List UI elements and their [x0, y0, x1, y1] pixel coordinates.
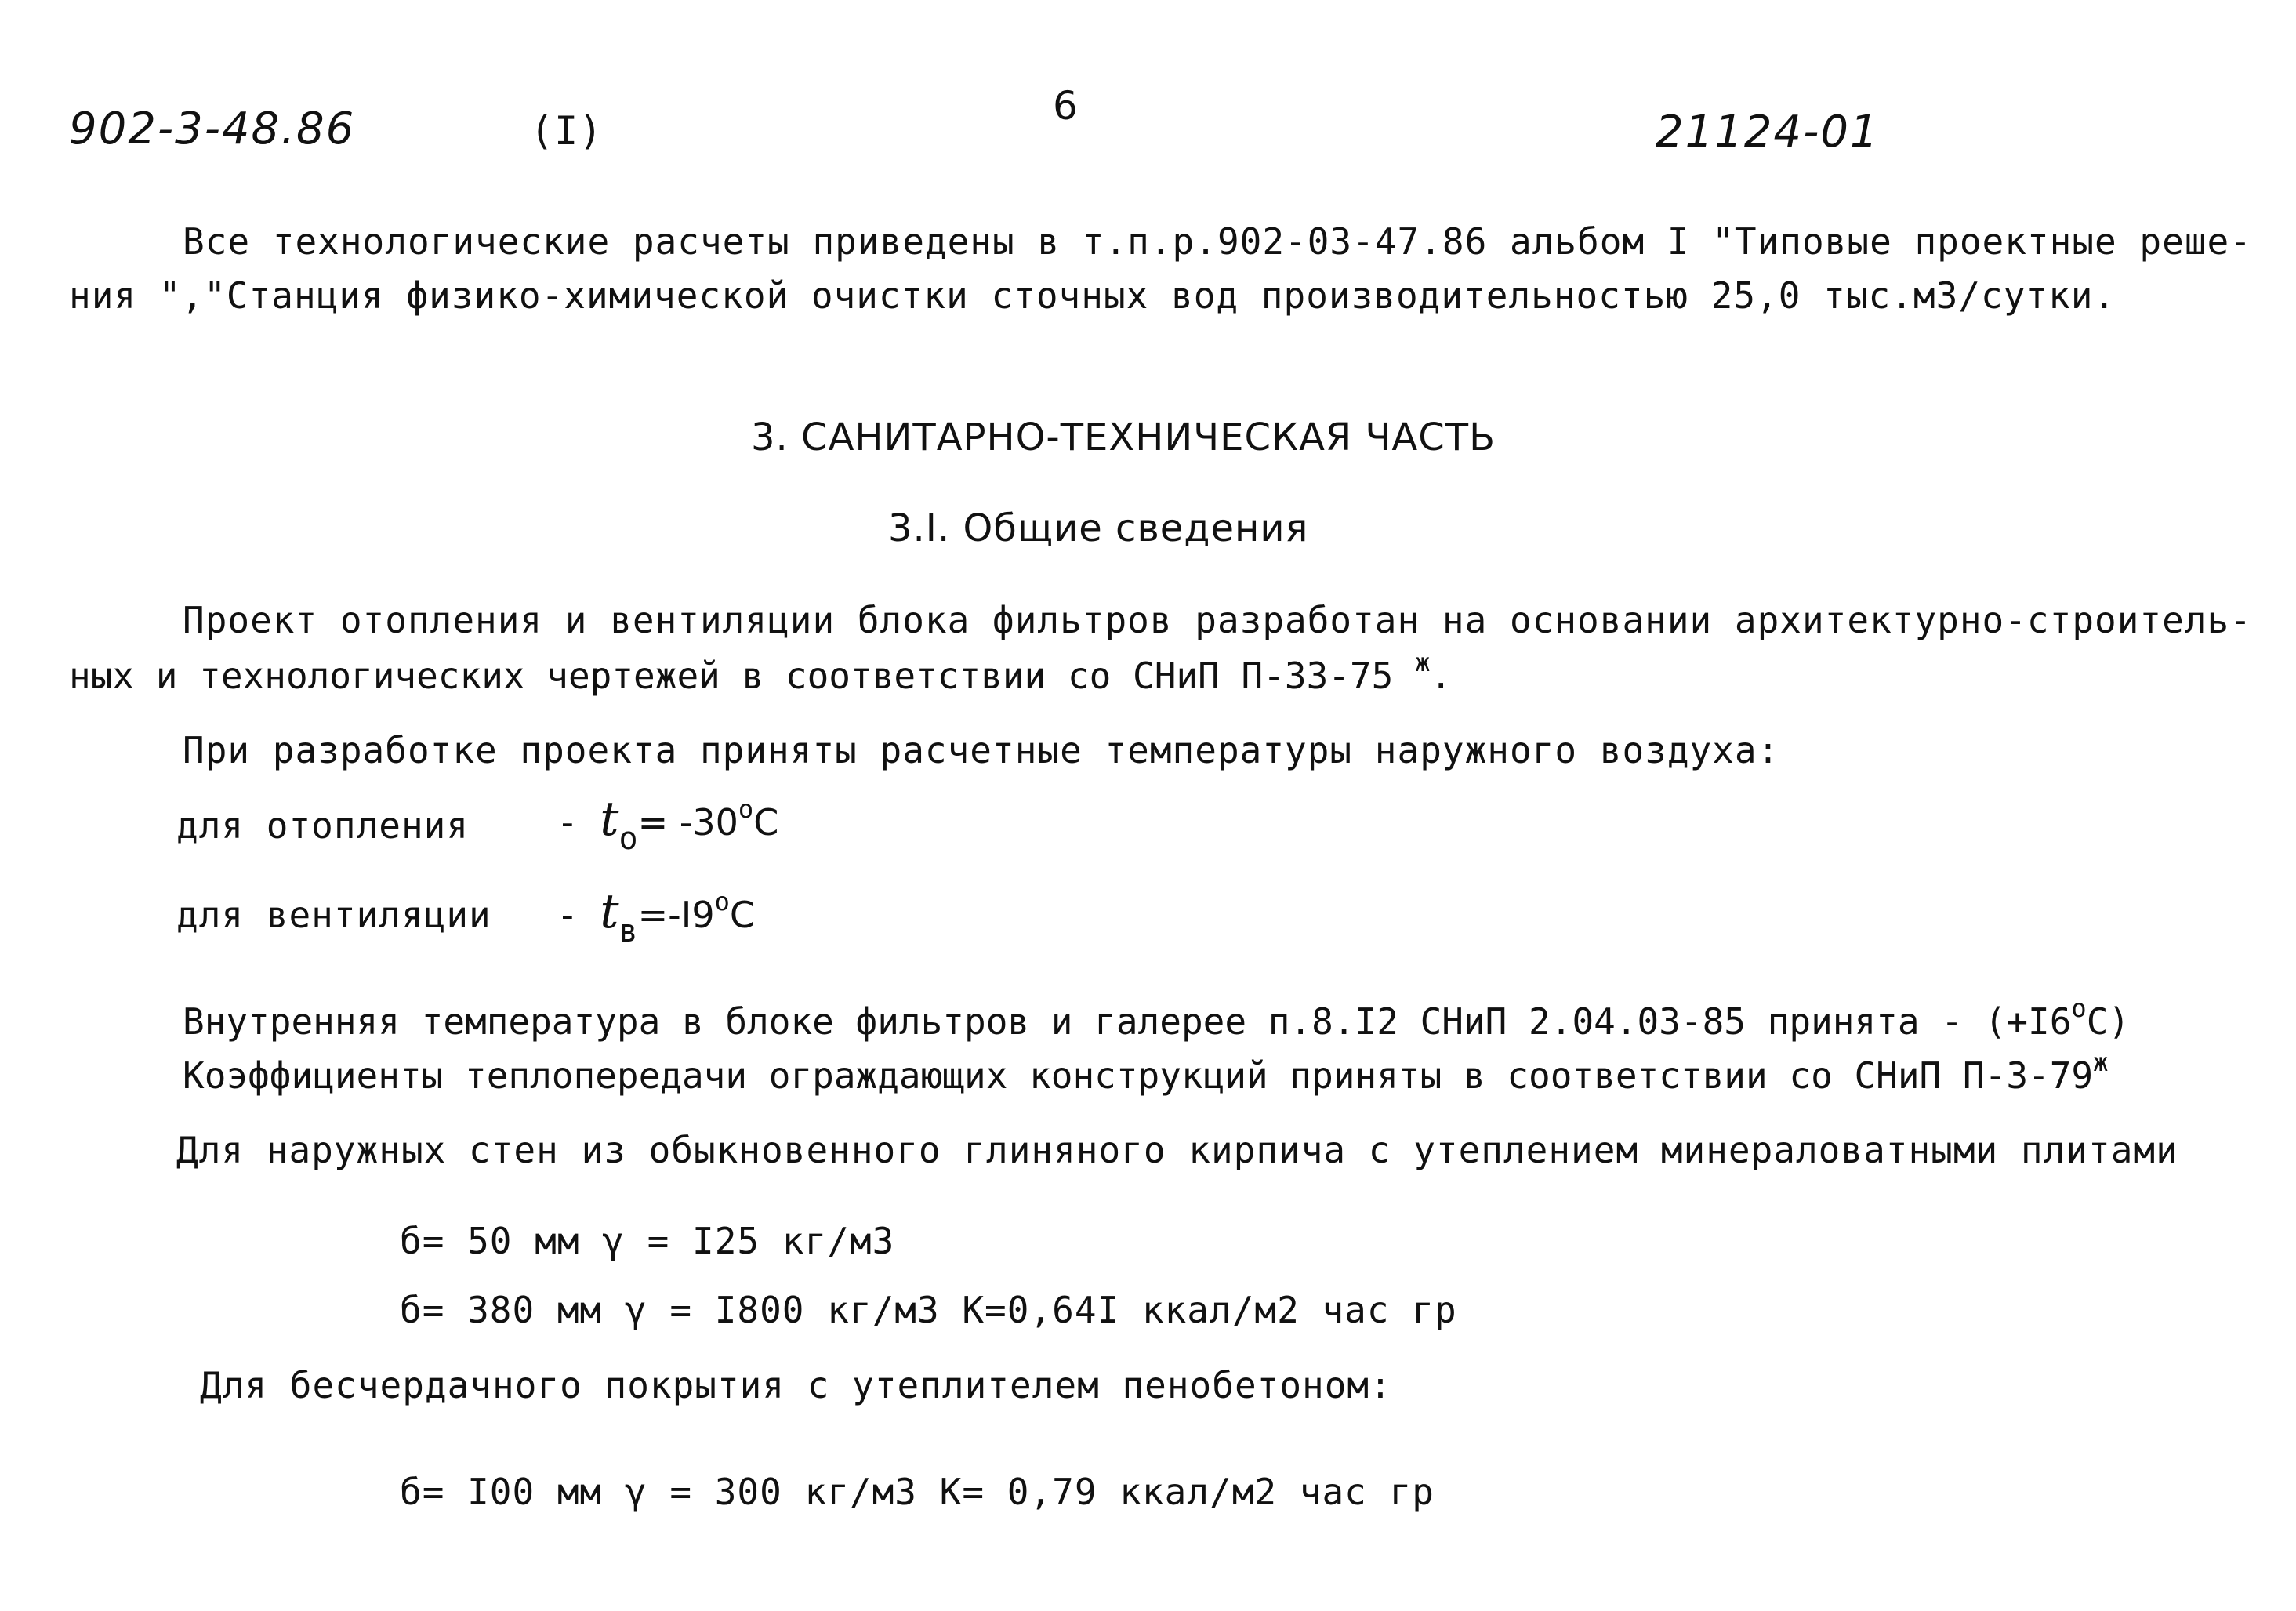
ventilation-temp-value: =-I9 — [637, 894, 715, 936]
paragraph-4 — [183, 1047, 2109, 1097]
paragraph-3-text: Внутренняя температура в блоке фильтров и галерее п.8.I2 СНиП 2.04.03-85 принята - (+I6 — [183, 1000, 2072, 1043]
heating-dash: - — [557, 801, 579, 844]
heating-unit: С — [753, 801, 779, 844]
roof-insulation-layer: б= I00 мм γ = 300 кг/м3 К= 0,79 ккал/м2 час гр — [400, 1471, 1435, 1513]
footnote-mark: ж — [1415, 648, 1431, 677]
heating-label: для отопления — [176, 804, 470, 847]
ventilation-temp-symbol: t — [600, 884, 619, 939]
wall-insulation-layer: б= 50 мм γ = I25 кг/м3 — [400, 1220, 895, 1262]
paragraph-4-footnote-mark: ж — [2093, 1047, 2109, 1077]
paragraph-6: Для бесчердачного покрытия с утеплителем пенобетоном: — [200, 1364, 1392, 1406]
heating-temp-symbol: t — [600, 792, 619, 847]
heating-temp-value: = -30 — [637, 801, 738, 844]
section-subtitle: 3.I. Общие сведения — [888, 506, 1309, 550]
paragraph-1-period: . — [1430, 655, 1453, 697]
ventilation-degree-mark: о — [714, 887, 730, 916]
ventilation-label: для вентиляции — [176, 894, 491, 936]
wall-brick-layer: б= 380 мм γ = I800 кг/м3 К=0,64I ккал/м2 час гр — [400, 1289, 1457, 1331]
document-code: 902-3-48.86 — [69, 103, 356, 154]
intro-line-2: ния ","Станция физико-химической очистки сточных вод производительностью 25,0 тыс.м3/сутки. — [69, 274, 2116, 317]
paragraph-1-line-1: Проект отопления и вентиляции блока фильтров разработан на основании архитектурно-строитель- — [183, 599, 2252, 641]
ventilation-formula — [557, 884, 755, 949]
ventilation-temp-subscript: в — [618, 913, 638, 949]
ventilation-dash: - — [557, 894, 579, 936]
heating-formula — [557, 792, 779, 857]
section-title: 3. САНИТАРНО-ТЕХНИЧЕСКАЯ ЧАСТЬ — [751, 415, 1496, 459]
paragraph-1-line-2-text: ных и технологических чертежей в соответствии со СНиП П-33-75 — [69, 655, 1394, 697]
paragraph-1-line-2 — [69, 648, 1453, 697]
paragraph-5: Для наружных стен из обыкновенного глиняного кирпича с утеплением минераловатными плитами — [176, 1129, 2178, 1171]
paragraph-4-text: Коэффициенты теплопередачи ограждающих конструкций приняты в соответствии со СНиП П-3-79 — [183, 1054, 2094, 1097]
paragraph-3 — [183, 993, 2131, 1043]
heating-degree-mark: о — [738, 794, 754, 824]
album-part-number: (I) — [530, 108, 604, 154]
page-number: 6 — [1053, 83, 1079, 129]
intro-line-1: Все технологические расчеты приведены в т.п.р.902-03-47.86 альбом I "Типовые проектные реше- — [183, 220, 2252, 263]
paragraph-3-end: С) — [2086, 1000, 2131, 1043]
paragraph-2: При разработке проекта приняты расчетные температуры наружного воздуха: — [183, 729, 1780, 771]
paragraph-3-degree-mark: о — [2071, 993, 2087, 1023]
ventilation-unit: С — [729, 894, 755, 936]
sheet-code: 21124-01 — [1656, 107, 1880, 158]
heating-temp-subscript: о — [618, 821, 638, 857]
